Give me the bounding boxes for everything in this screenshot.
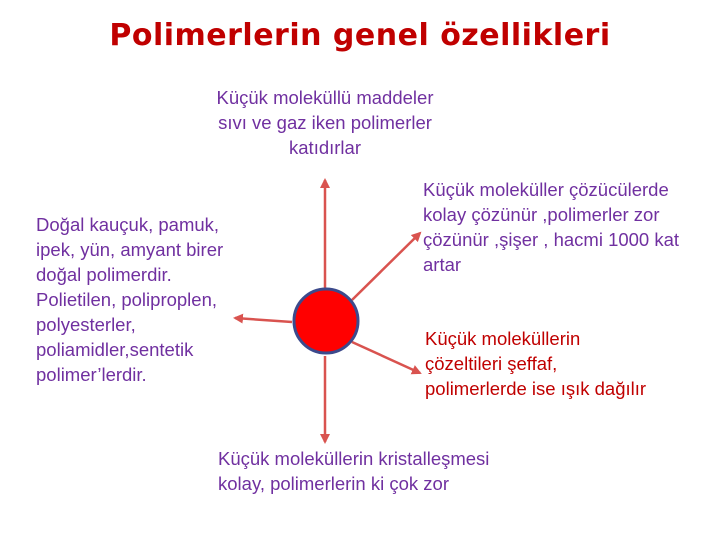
- property-left-line: polyesterler,: [36, 314, 136, 335]
- property-right-bottom: [425, 326, 646, 401]
- property-left-line: polimer’lerdir.: [36, 364, 147, 385]
- arrow-left: [235, 318, 292, 322]
- property-right-top-line: çözünür ,şişer , hacmi 1000 kat: [423, 229, 680, 250]
- property-left-line: Polietilen, poliproplen,: [36, 289, 218, 310]
- page-title: Polimerlerin genel özellikleri: [109, 18, 611, 53]
- property-bottom-line: Küçük moleküllerin kristalleşmesi: [218, 448, 490, 469]
- property-right-bottom-line: Küçük moleküllerin: [425, 328, 581, 349]
- property-top-line: Küçük moleküllü maddeler: [216, 87, 434, 108]
- property-bottom-line: kolay, polimerlerin ki çok zor: [218, 473, 449, 494]
- property-bottom: [218, 446, 489, 496]
- property-left-line: ipek, yün, amyant birer: [36, 239, 224, 260]
- property-top: [205, 85, 445, 160]
- arrow-upper-right: [352, 233, 420, 300]
- property-left-line: poliamidler,sentetik: [36, 339, 194, 360]
- property-top-line: katıdırlar: [289, 137, 361, 158]
- property-left: [36, 212, 223, 387]
- property-left-line: doğal polimerdir.: [36, 264, 172, 285]
- property-right-top: [423, 177, 679, 277]
- property-right-top-line: artar: [423, 254, 462, 275]
- property-left-line: Doğal kauçuk, pamuk,: [36, 214, 220, 235]
- property-right-top-line: Küçük moleküller çözücülerde: [423, 179, 669, 200]
- center-circle: [294, 289, 358, 353]
- property-right-top-line: kolay çözünür ,polimerler zor: [423, 204, 660, 225]
- property-right-bottom-line: polimerlerde ise ışık dağılır: [425, 378, 647, 399]
- property-top-line: sıvı ve gaz iken polimerler: [218, 112, 432, 133]
- arrow-lower-right: [352, 342, 420, 373]
- property-right-bottom-line: çözeltileri şeffaf,: [425, 353, 558, 374]
